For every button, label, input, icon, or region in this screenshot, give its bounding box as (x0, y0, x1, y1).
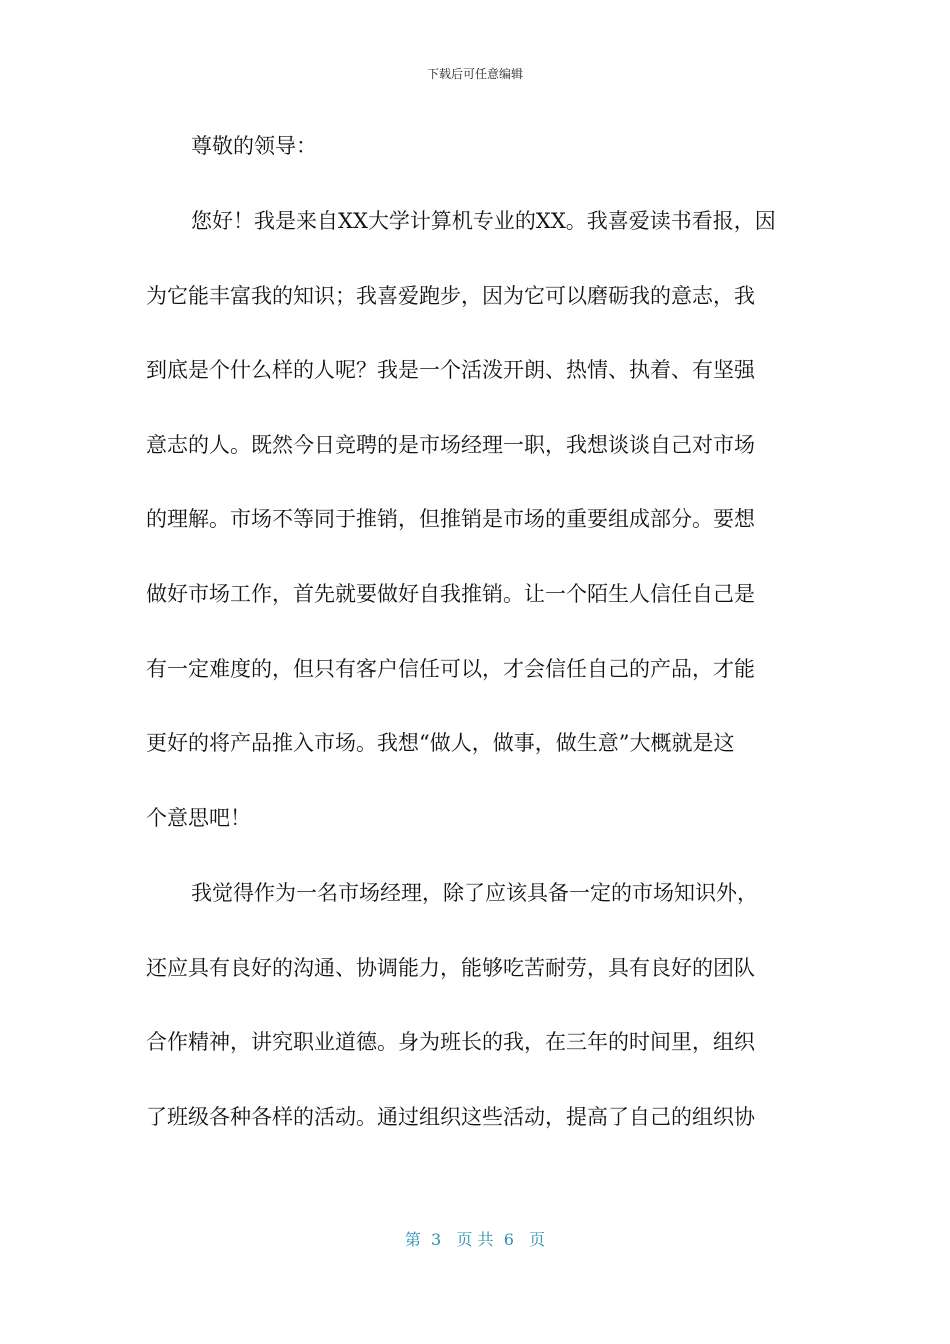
paragraph-line: 意志的人。既然今日竞聘的是市场经理一职，我想谈谈自己对市场 (146, 432, 755, 457)
paragraph-line: 还应具有良好的沟通、协调能力，能够吃苦耐劳，具有良好的团队 (146, 955, 755, 980)
paragraph-line: 了班级各种各样的活动。通过组织这些活动，提高了自己的组织协 (146, 1104, 755, 1129)
page-header: 下载后可任意编辑 (426, 67, 523, 81)
paragraph-line: 为它能丰富我的知识；我喜爱跑步，因为它可以磨砺我的意志，我 (146, 283, 755, 308)
paragraph-line: 我觉得作为一名市场经理，除了应该具备一定的市场知识外， (191, 881, 758, 905)
paragraph-line: 您好！我是来自XX大学计算机专业的XX。我喜爱读书看报，因 (191, 209, 776, 233)
paragraph-2 (146, 878, 806, 1176)
paragraph-line: 有一定难度的，但只有客户信任可以，才会信任自己的产品，才能 (146, 656, 755, 681)
paragraph-line: 个意思吧！ (146, 805, 251, 830)
paragraph-1 (146, 206, 806, 877)
paragraph-line: 的理解。市场不等同于推销，但推销是市场的重要组成部分。要想 (146, 507, 755, 532)
paragraph-line: 合作精神，讲究职业道德。身为班长的我，在三年的时间里，组织 (146, 1030, 755, 1055)
paragraph-line: 做好市场工作，首先就要做好自我推销。让一个陌生人信任自己是 (146, 581, 755, 606)
page-number-footer: 第 3 页 共 6 页 (404, 1230, 546, 1249)
paragraph-line: 更好的将产品推入市场。我想“做人，做事，做生意”大概就是这 (146, 731, 735, 756)
salutation: 尊敬的领导： (191, 134, 317, 158)
paragraph-line: 到底是个什么样的人呢？我是一个活泼开朗、热情、执着、有坚强 (146, 358, 755, 383)
